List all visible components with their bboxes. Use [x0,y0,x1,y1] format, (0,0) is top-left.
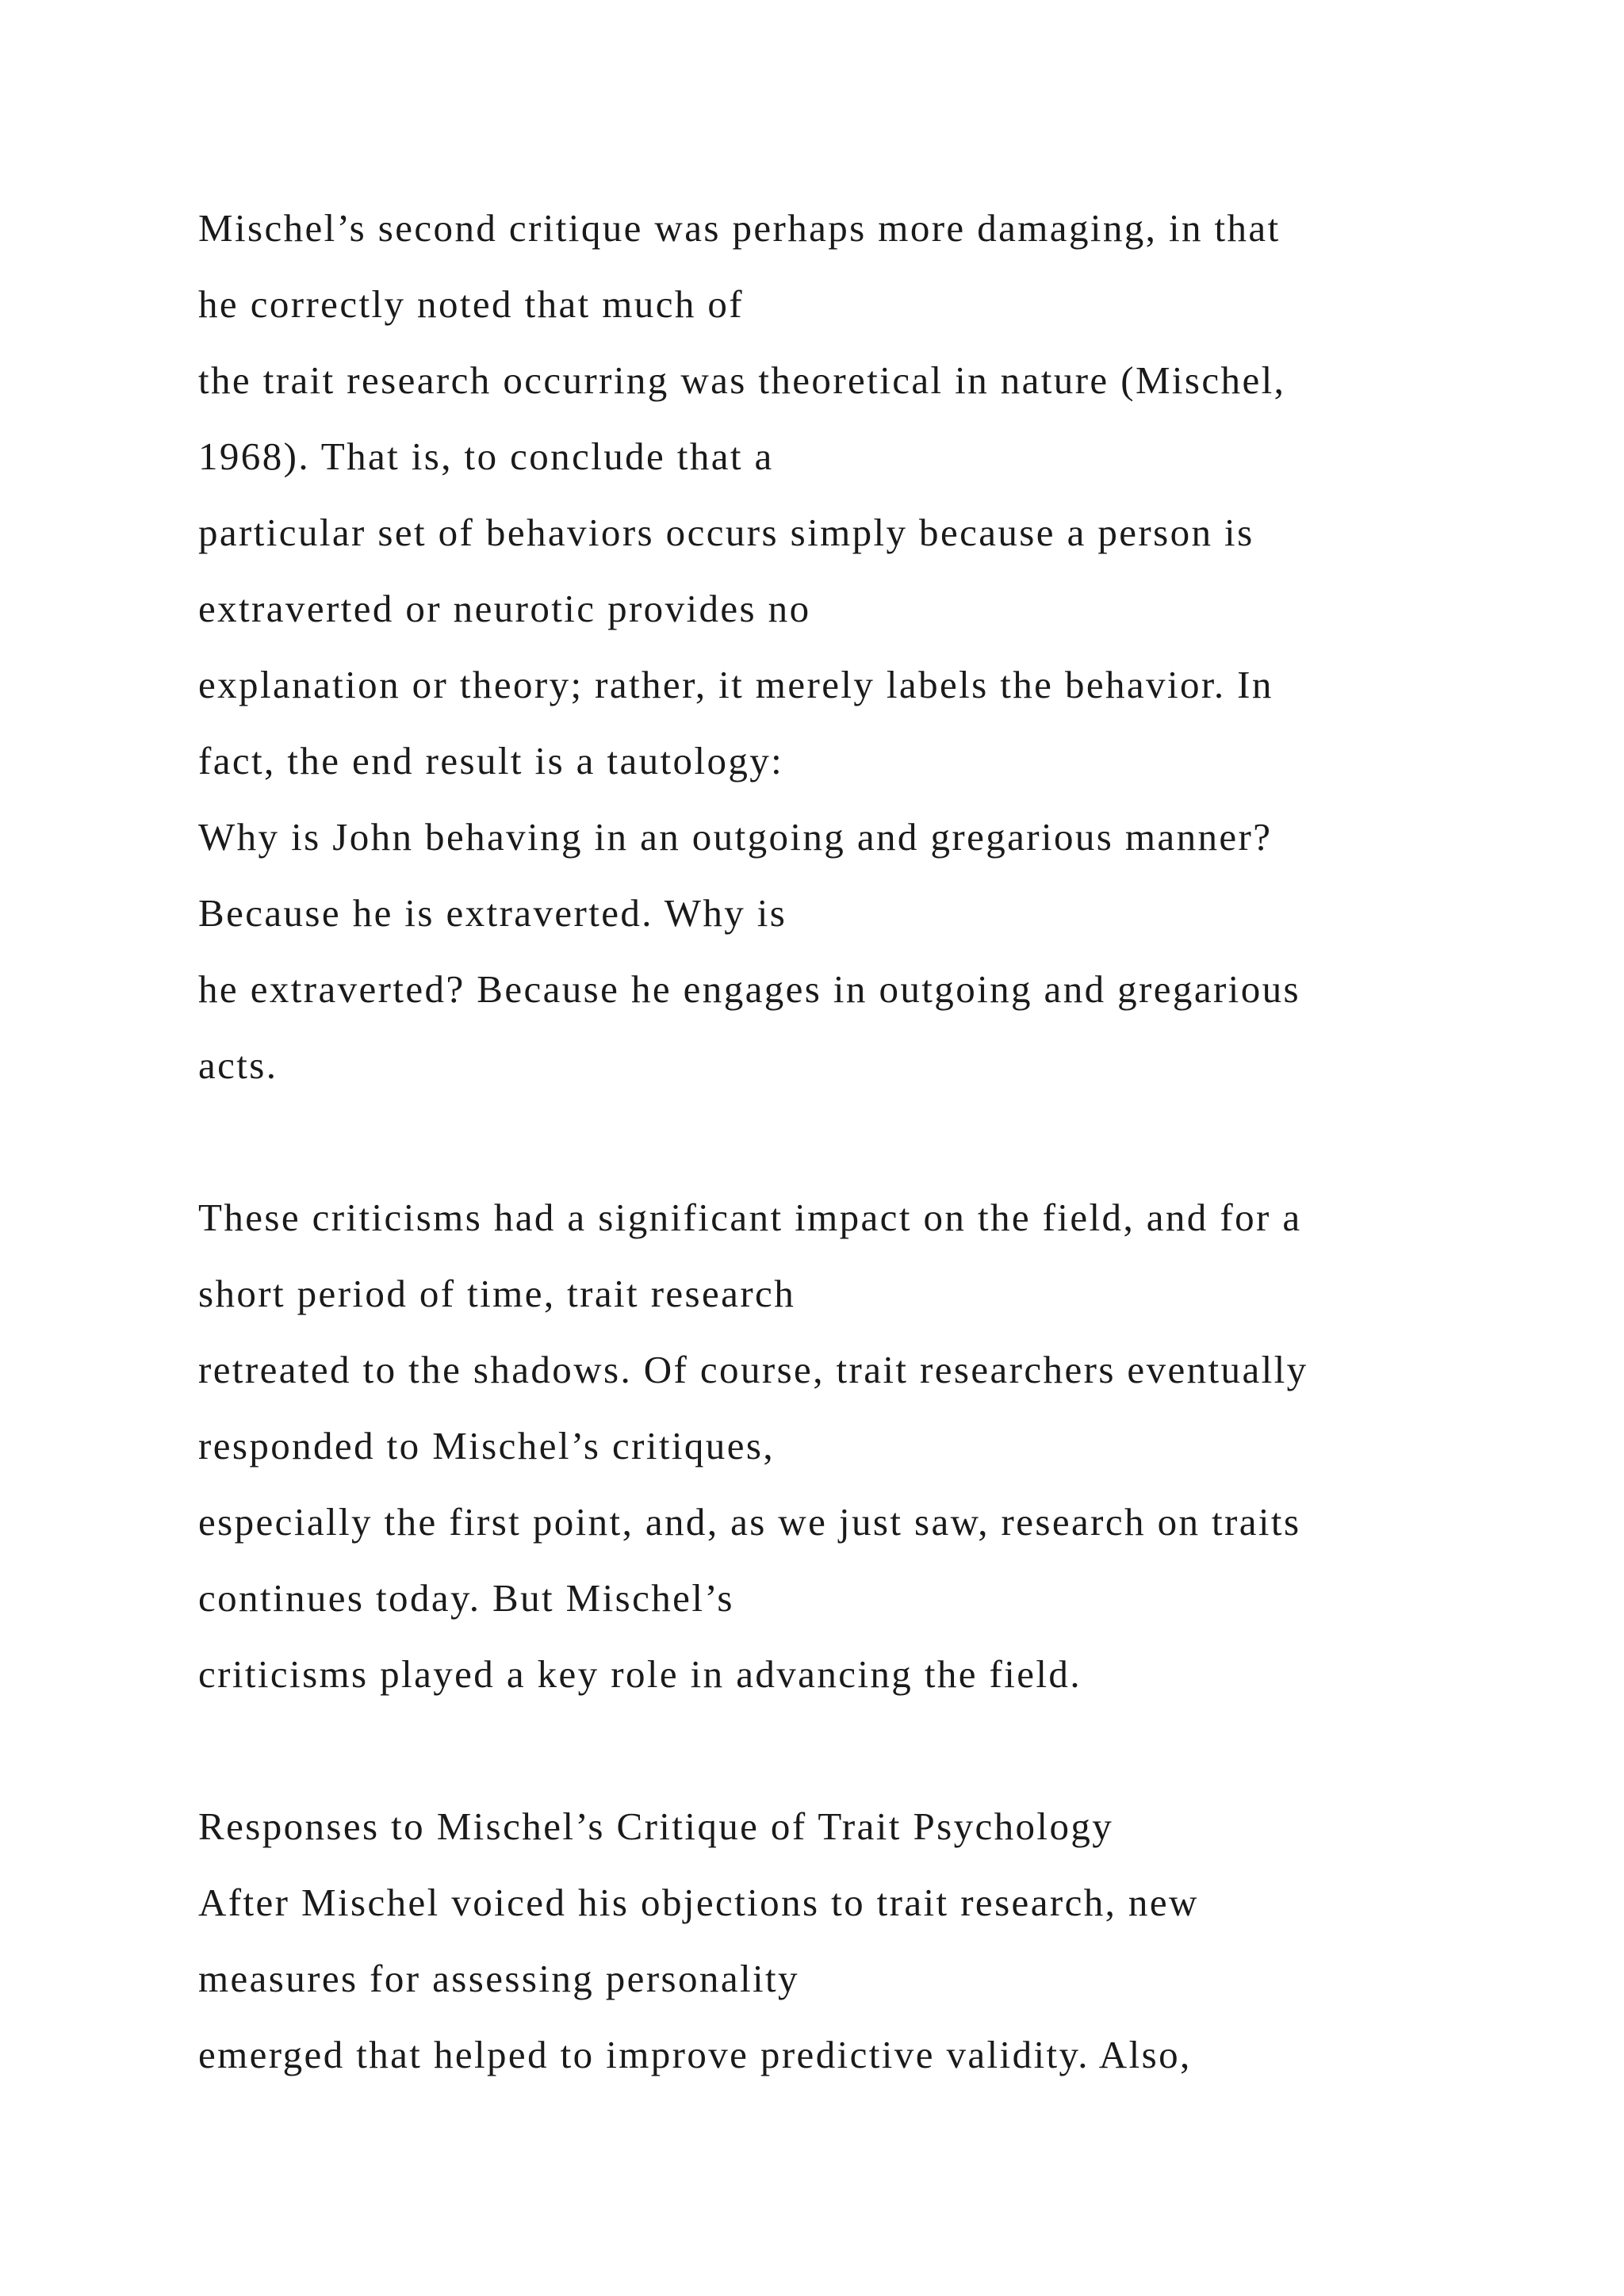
text-line: he extraverted? Because he engages in outgoing and gregarious [198,967,1300,1011]
text-line: retreated to the shadows. Of course, trait researchers eventually [198,1348,1308,1391]
text-line: measures for assessing personality [198,1957,799,2000]
text-line: Because he is extraverted. Why is [198,891,787,935]
text-line: criticisms played a key role in advancing the field. [198,1652,1082,1696]
text-line: These criticisms had a significant impact on the field, and for a [198,1196,1302,1239]
text-line: emerged that helped to improve predictive validity. Also, [198,2033,1192,2076]
text-line: After Mischel voiced his objections to trait research, new [198,1881,1199,1924]
text-line: fact, the end result is a tautology: [198,739,784,783]
text-line: especially the first point, and, as we just saw, research on traits [198,1500,1301,1544]
text-line: Why is John behaving in an outgoing and gregarious manner? [198,815,1273,859]
text-line: continues today. But Mischel’s [198,1576,734,1620]
text-line: acts. [198,1043,278,1087]
text-line: the trait research occurring was theoretical in nature (Mischel, [198,358,1286,402]
paragraph-spacer [198,1712,1546,1789]
text-line: responded to Mischel’s critiques, [198,1424,775,1468]
paragraph-responses-section [198,1789,1546,2093]
text-line: particular set of behaviors occurs simply because a person is [198,511,1254,554]
text-line: he correctly noted that much of [198,282,745,326]
paragraph-spacer [198,1104,1546,1180]
section-heading: Responses to Mischel’s Critique of Trait Psychology [198,1804,1114,1848]
document-body [198,190,1546,2093]
text-line: Mischel’s second critique was perhaps more damaging, in that [198,206,1281,250]
paragraph-criticisms-impact [198,1180,1546,1712]
text-line: extraverted or neurotic provides no [198,587,811,630]
text-line: explanation or theory; rather, it merely labels the behavior. In [198,663,1274,706]
text-line: short period of time, trait research [198,1272,796,1315]
text-line: 1968). That is, to conclude that a [198,434,774,478]
paragraph-mischel-second-critique [198,190,1546,1104]
